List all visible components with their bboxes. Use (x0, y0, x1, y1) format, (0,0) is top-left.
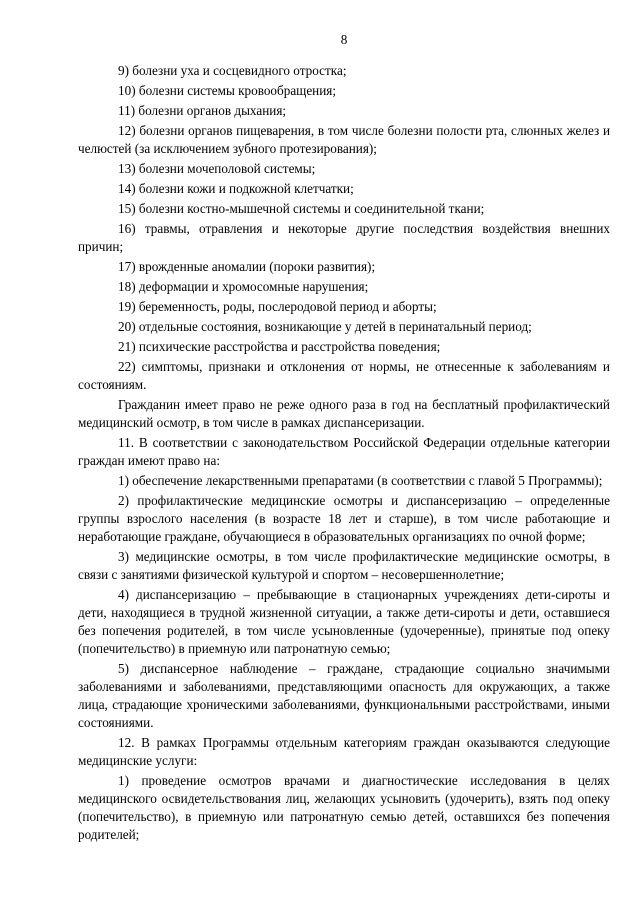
paragraph: 15) болезни костно-мышечной системы и соединительной ткани; (118, 201, 485, 216)
paragraph: 9) болезни уха и сосцевидного отростка; (118, 63, 347, 78)
paragraph: 16) травмы, отравления и некоторые другие последствия воздействия внешних причин; (78, 221, 610, 254)
paragraph: 21) психические расстройства и расстройства поведения; (118, 339, 441, 354)
page-number: 8 (340, 32, 348, 47)
document-body (78, 62, 610, 844)
document-page (78, 30, 610, 846)
paragraph: 1) проведение осмотров врачами и диагностические исследования в целях медицинского освидетельствования лиц, желающих усыновить (удочерить), взять под опеку (попечительство), в приемную или патронатную семью детей, оставшихся без попечения родителей; (78, 773, 610, 842)
paragraph: 11. В соответствии с законодательством Российской Федерации отдельные категории граждан имеют право на: (78, 435, 610, 468)
paragraph: 12. В рамках Программы отдельным категориям граждан оказываются следующие медицинские услуги: (78, 735, 610, 768)
paragraph: 12) болезни органов пищеварения, в том числе болезни полости рта, слюнных желез и челюстей (за исключением зубного протезирования); (78, 123, 610, 156)
paragraph: 11) болезни органов дыхания; (118, 103, 287, 118)
paragraph: 3) медицинские осмотры, в том числе профилактические медицинские осмотры, в связи с занятиями физической культурой и спортом – несовершеннолетние; (78, 549, 610, 582)
paragraph: 22) симптомы, признаки и отклонения от нормы, не отнесенные к заболеваниям и состояниям. (78, 359, 610, 392)
paragraph: Гражданин имеет право не реже одного раза в год на бесплатный профилактический медицинский осмотр, в том числе в рамках диспансеризации. (78, 397, 610, 430)
paragraph: 17) врожденные аномалии (пороки развития); (118, 259, 376, 274)
paragraph: 20) отдельные состояния, возникающие у детей в перинатальный период; (118, 319, 532, 334)
paragraph: 18) деформации и хромосомные нарушения; (118, 279, 369, 294)
paragraph: 1) обеспечение лекарственными препаратами (в соответствии с главой 5 Программы); (118, 473, 603, 488)
paragraph: 13) болезни мочеполовой системы; (118, 161, 316, 176)
paragraph: 2) профилактические медицинские осмотры и диспансеризацию – определенные группы взрослого населения (в возрасте 18 лет и старше), в том числе работающие и неработающие граждане, обучающиеся в образовательных организациях по очной форме; (78, 493, 610, 544)
paragraph: 14) болезни кожи и подкожной клетчатки; (118, 181, 354, 196)
paragraph: 5) диспансерное наблюдение – граждане, страдающие социально значимыми заболеваниями и заболеваниями, представляющими опасность для окружающих, а также лица, страдающие хроническими заболеваниями, функциональными расстройствами, иными состояниями. (78, 661, 610, 730)
paragraph: 4) диспансеризацию – пребывающие в стационарных учреждениях дети-сироты и дети, находящиеся в трудной жизненной ситуации, а также дети-сироты и дети, оставшиеся без попечения родителей, в том числе усыновленные (удочеренные), принятые под опеку (попечительство) в приемную или патронатную семью; (78, 587, 610, 656)
paragraph: 19) беременность, роды, послеродовой период и аборты; (118, 299, 437, 314)
paragraph: 10) болезни системы кровообращения; (118, 83, 337, 98)
